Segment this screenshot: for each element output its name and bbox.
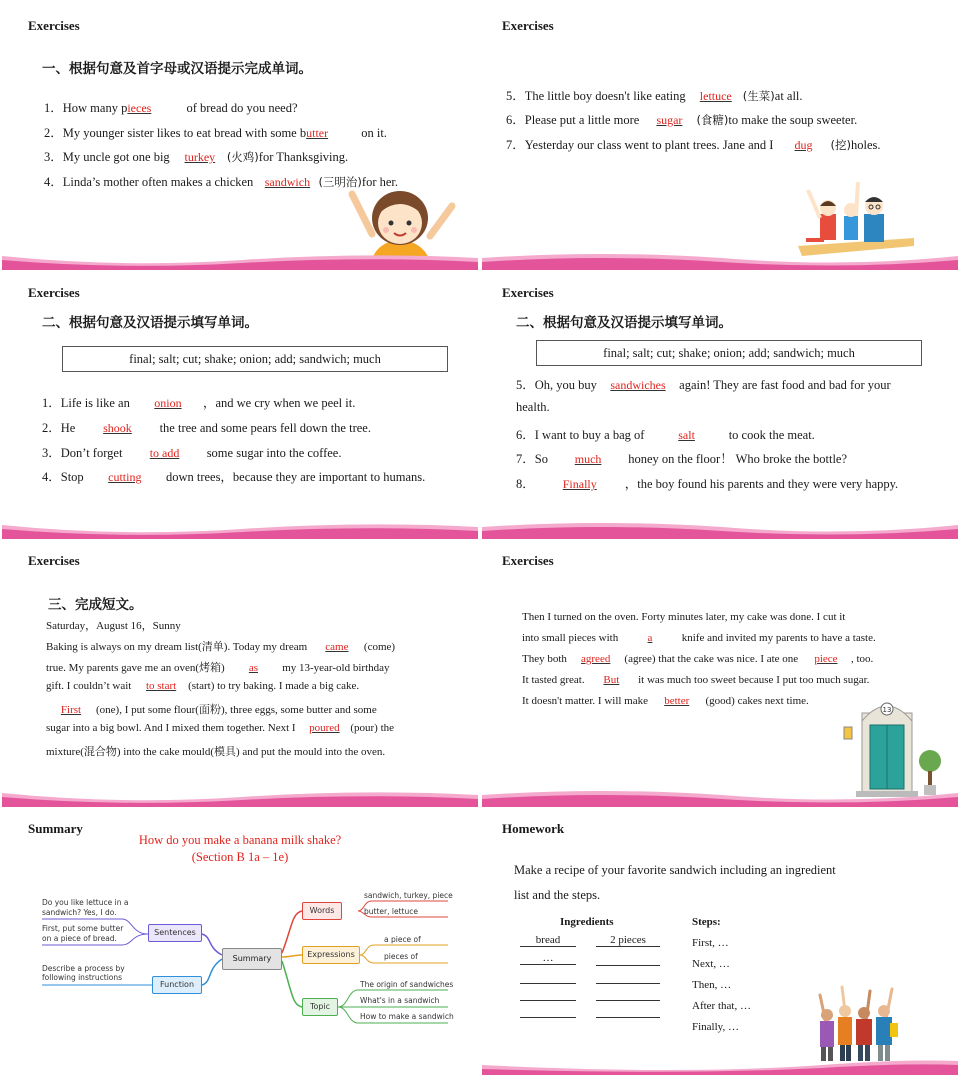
question-2: 2．He shook the tree and some pears fell down the tree. (42, 421, 371, 435)
answer-4: sandwich (264, 175, 311, 189)
mindmap-node-topic: Topic (302, 998, 338, 1016)
step-item: After that, … (692, 1000, 751, 1012)
answer-4: cutting (108, 470, 142, 484)
word-bank: final; salt; cut; shake; onion; add; sandwich; much (536, 340, 922, 366)
summary-subheading: (Section B 1a – 1e) (191, 850, 289, 864)
passage-line-5: It doesn't matter. I will make better (good) cakes next time. (522, 695, 809, 707)
question-3: 3．Don’t forget to add some sugar into the coffee. (42, 446, 342, 460)
steps-heading: Steps: (692, 916, 721, 928)
svg-text:13: 13 (882, 706, 892, 714)
slide-title: Homework (502, 821, 565, 836)
slide-5 (2, 539, 478, 807)
question-5: 5．The little boy doesn't like eating lettuce (生菜)at all. (506, 89, 803, 103)
answer-8: Finally (562, 477, 597, 491)
step-item: Next, … (692, 958, 730, 970)
question-6: 6．I want to buy a bag of salt to cook the meat. (516, 428, 815, 442)
slide-title: Exercises (28, 285, 80, 300)
slide-title: Exercises (502, 285, 554, 300)
passage-line-4: It tasted great. But it was much too sweet because I put too much sugar. (522, 674, 870, 686)
mindmap-leaf: Do you like lettuce in a (42, 898, 129, 907)
answer-7: much (574, 452, 602, 466)
step-item: First, … (692, 937, 729, 949)
slide-4 (482, 271, 958, 539)
answer-to-start: to start (145, 680, 177, 692)
question-4: 4．Stop cutting down trees，because they are important to humans. (42, 470, 426, 484)
mindmap-leaf: on a piece of bread. (42, 934, 117, 943)
question-4: 4．Linda’s mother often makes a chicken sandwich (三明治)for her. (44, 175, 399, 189)
pink-wave-footer (2, 783, 478, 807)
question-1: 1．Life is like an onion ，and we cry when we peel it. (42, 396, 356, 410)
ingredient-name: bread (520, 934, 576, 947)
slide-title: Exercises (502, 18, 554, 33)
question-1: 1．How many pieces of bread do you need? (44, 101, 298, 115)
answer-6: sugar (656, 113, 683, 127)
step-item: Finally, … (692, 1021, 739, 1033)
ingredient-amount-blank (596, 952, 660, 966)
passage-line-5: sugar into a big bowl. And I mixed them together. Next I poured (pour) the (46, 722, 395, 734)
passage-line-3: gift. I couldn’t wait to start (start) to try baking. I made a big cake. (46, 680, 360, 692)
question-6: 6．Please put a little more sugar (食糖)to make the soup sweeter. (506, 113, 858, 127)
mindmap-center-node: Summary (222, 948, 282, 970)
pink-wave-footer (482, 246, 958, 270)
answer-better: better (664, 695, 690, 707)
answer-but: But (603, 674, 620, 686)
mindmap-node-words: Words (302, 902, 342, 920)
mindmap-node-expressions: Expressions (302, 946, 360, 964)
question-7: 7．Yesterday our class went to plant trees. Jane and I dug (挖)holes. (506, 138, 881, 152)
mindmap-leaf: pieces of (384, 952, 418, 961)
answer-agreed: agreed (581, 653, 611, 665)
ingredient-blank (520, 1006, 576, 1018)
homework-text-1: Make a recipe of your favorite sandwich including an ingredient (514, 863, 836, 877)
ingredient-amount: 2 pieces (596, 934, 660, 947)
mindmap-leaf: sandwich? Yes, I do. (42, 908, 117, 917)
question-8: 8． Finally ，the boy found his parents and they were very happy. (516, 477, 899, 491)
section-heading: 一、根据句意及首字母或汉语提示完成单词。 (42, 61, 312, 77)
section-heading: 二、根据句意及汉语提示填写单词。 (516, 315, 732, 331)
ingredient-blank (596, 989, 660, 1001)
answer-7: dug (794, 138, 813, 152)
passage-line-4: First (one), I put some flour(面粉), three eggs, some butter and some (46, 701, 377, 717)
ingredient-blank (520, 972, 576, 984)
ingredient-blank (596, 972, 660, 984)
slide-title: Exercises (28, 18, 80, 33)
mindmap-node-sentences: Sentences (148, 924, 202, 942)
answer-5: lettuce (699, 89, 732, 103)
mindmap-node-function: Function (152, 976, 202, 994)
mindmap-leaf: sandwich, turkey, piece (364, 891, 453, 900)
passage-line-2: true. My parents gave me an oven(烤箱) as my 13-year-old birthday (46, 662, 390, 674)
ingredients-heading: Ingredients (560, 916, 614, 928)
question-5: 5．Oh, you buy sandwiches again! They are fast food and bad for your (516, 378, 891, 392)
answer-6: salt (678, 428, 695, 442)
answer-piece: piece (814, 653, 838, 665)
passage-date: Saturday，August 16，Sunny (46, 620, 181, 632)
ingredient-name: … (520, 952, 576, 965)
slide-6 (482, 539, 958, 807)
pink-wave-footer (482, 783, 958, 807)
slide-7 (2, 807, 478, 1075)
slide-title: Exercises (28, 553, 80, 568)
answer-first: First (60, 704, 82, 716)
pink-wave-footer (2, 246, 478, 270)
question-3: 3．My uncle got one big turkey (火鸡)for Thanksgiving. (44, 150, 349, 164)
question-2: 2．My younger sister likes to eat bread with some butter on it. (44, 126, 387, 140)
answer-3: turkey (184, 150, 216, 164)
pink-wave-footer (482, 515, 958, 539)
word-bank: final; salt; cut; shake; onion; add; sandwich; much (62, 346, 448, 372)
slide-title: Summary (28, 821, 83, 836)
passage-line-1: Baking is always on my dream list(清单). Today my dream came (come) (46, 641, 396, 653)
mindmap-leaf: a piece of (384, 935, 421, 944)
mindmap-leaf: First, put some butter (42, 924, 124, 933)
pink-wave-footer (2, 515, 478, 539)
answer-as: as (248, 662, 259, 674)
slide-1 (2, 2, 478, 270)
ingredient-blank (596, 1006, 660, 1018)
answer-5: sandwiches (610, 378, 666, 392)
section-heading: 二、根据句意及汉语提示填写单词。 (42, 315, 258, 331)
answer-1: onion (154, 396, 182, 410)
answer-a: a (647, 632, 653, 644)
question-5-continued: health. (516, 400, 550, 414)
passage-line-1: Then I turned on the oven. Forty minutes later, my cake was done. I cut it (522, 611, 846, 623)
answer-came: came (325, 641, 349, 653)
slide-2 (482, 2, 958, 270)
mindmap-leaf: Describe a process by (42, 964, 125, 973)
answer-2: shook (103, 421, 132, 435)
question-7: 7．So much honey on the floor！ Who broke the bottle? (516, 452, 848, 466)
slide-8 (482, 807, 958, 1075)
slide-3 (2, 271, 478, 539)
homework-text-2: list and the steps. (514, 888, 601, 902)
mindmap-leaf: How to make a sandwich (360, 1012, 454, 1021)
mindmap-leaf: following instructions (42, 973, 123, 982)
slide-title: Exercises (502, 553, 554, 568)
answer-1: ieces (127, 101, 152, 115)
mindmap-leaf: The origin of sandwiches (360, 980, 454, 989)
passage-line-2: into small pieces with a knife and invited my parents to have a taste. (522, 632, 876, 644)
answer-3: to add (149, 446, 180, 460)
section-heading: 三、完成短文。 (48, 597, 143, 613)
answer-poured: poured (309, 722, 340, 734)
ingredient-blank (520, 989, 576, 1001)
summary-heading: How do you make a banana milk shake? (138, 833, 342, 847)
step-item: Then, … (692, 979, 732, 991)
answer-2: utter (306, 126, 329, 140)
pink-wave-footer (482, 1051, 958, 1075)
passage-line-6: mixture(混合物) into the cake mould(模具) and put the mould into the oven. (46, 746, 386, 758)
mindmap-leaf: What's in a sandwich (360, 996, 440, 1005)
passage-line-3: They both agreed (agree) that the cake was nice. I ate one piece , too. (522, 653, 874, 665)
mindmap-leaf: butter, lettuce (364, 907, 418, 916)
